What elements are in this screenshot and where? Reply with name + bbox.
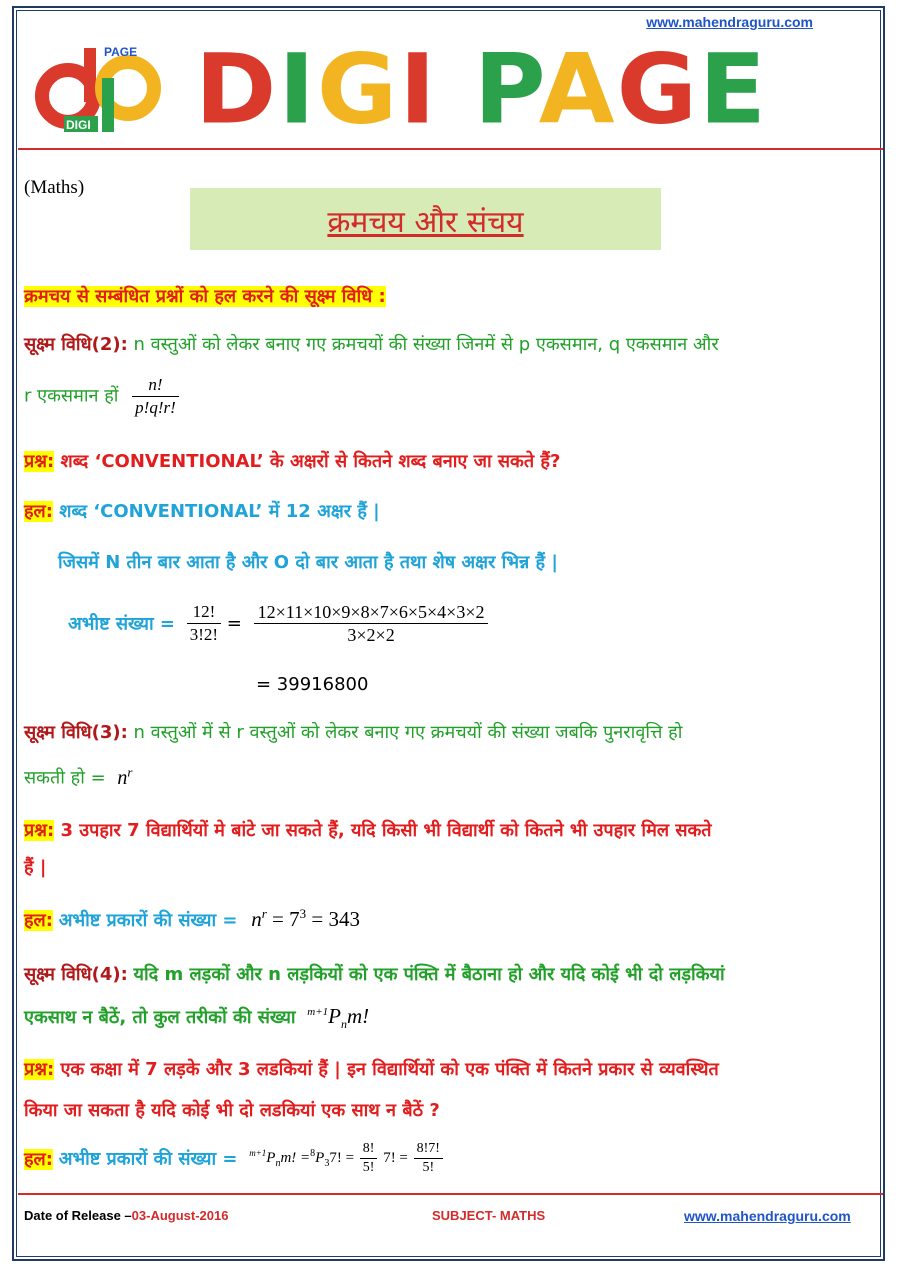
digi-page-banner [195,34,768,146]
rule2-line2 [24,374,179,419]
banner-letter: G [316,34,400,146]
s3-sub: n [275,1158,281,1169]
s3-P: P [266,1150,276,1166]
release-date-label: Date of Release – [24,1208,132,1223]
header-website-link[interactable]: www.mahendraguru.com [646,14,813,30]
digi-page-logo [30,42,170,134]
banner-letter: I [399,34,438,146]
intro-text: क्रमचय से सम्बंधित प्रश्नों को हल करने की सूक्ष्म विधि : [24,286,386,307]
rule4-sub: n [340,1017,347,1032]
footer-divider [18,1193,883,1195]
rule4-line1 [24,962,725,986]
solution1-label: हल: [24,501,53,522]
rule4-prefix: m+1 [307,1006,329,1018]
s3-sub3: 3 [324,1158,330,1169]
question1-label: प्रश्न: [24,451,55,472]
s3-f7: 7! = [329,1150,355,1166]
question2-text1: 3 उपहार 7 विद्यार्थियों मे बांटे जा सकते हैं, यदि किसी भी विद्यार्थी को कितने भी उपहार मिल सकते [60,820,712,841]
fraction2-numerator: 12×11×10×9×8×7×6×5×4×3×2 [254,601,489,624]
solution2-tail: = 343 [306,907,360,931]
question2-line2: हैं | [24,857,47,878]
solution2 [24,906,360,932]
banner-letter [438,34,474,146]
solution1-line2 [58,550,558,574]
question3-text1: एक कक्षा में 7 लड़के और 3 लडकियां हैं | इन विद्यार्थियों को एक पंक्ति में कितने प्रकार से व्यवस्थित [60,1059,719,1080]
solution1-line1 [24,499,380,523]
rule3-text2: सकती हो = [24,767,106,789]
solution1-formula [68,601,488,646]
solution1-result: = 39916800 [256,674,369,695]
rule3-line2 [24,764,132,790]
rule2-label: सूक्ष्म विधि(2): [24,334,128,355]
question3-line2: किया जा सकता है यदि कोई भी दो लडकियां एक साथ न बैठें ? [24,1100,440,1121]
rule2-formula-numerator: n! [132,374,179,397]
s3-fb-num: 8!7! [414,1140,443,1159]
solution2-text: अभीष्ट प्रकारों की संख्या = [58,910,238,931]
banner-letter: E [699,34,768,146]
footer-subject: SUBJECT- MATHS [432,1208,546,1223]
rule4-formula [307,1004,370,1032]
solution3-fraction-a [360,1140,378,1177]
required-count-label: अभीष्ट संख्या = [68,613,175,635]
rule2-line1 [24,332,719,356]
fraction-12-factorial [187,601,221,646]
fraction2-denominator: 3×2×2 [347,625,395,645]
question1-text: शब्द ‘CONVENTIONAL’ के अक्षरों से कितने शब्द बनाए जा सकते हैं? [60,451,561,472]
s3-fb-den: 5! [422,1160,435,1175]
banner-letter: D [195,34,279,146]
logo-page-text: PAGE [104,45,138,59]
s3-fa-num: 8! [360,1140,378,1159]
rule3-text: n वस्तुओं में से r वस्तुओं को लेकर बनाए गए क्रमचयों की संख्या जबकि पुनरावृत्ति हो [133,722,683,743]
rule3-exponent: r [127,764,133,779]
solution3-text: अभीष्ट प्रकारों की संख्या = [58,1148,238,1170]
rule3-formula [117,764,133,789]
intro-heading [24,284,386,308]
rule4-label: सूक्ष्म विधि(4): [24,964,128,985]
solution2-exp: 3 [299,906,307,921]
s3-P3: P [315,1150,325,1166]
banner-letter: A [538,34,617,146]
question3-label: प्रश्न: [24,1059,55,1080]
s3-prefix: m+1 [249,1148,267,1158]
subject-tag: (Maths) [24,177,85,198]
rule4-P: P [328,1004,341,1028]
s3-m: m! = [280,1150,311,1166]
solution3-fraction-b [414,1140,443,1177]
release-date-value: 03-August-2016 [131,1208,229,1223]
page-title: क्रमचय और संचय [327,205,524,240]
equals-sign: = [226,613,242,634]
solution1-text2: जिसमें N तीन बार आता है और O दो बार आता है तथा शेष अक्षर भिन्न हैं | [58,552,558,573]
rule3-label: सूक्ष्म विधि(3): [24,722,128,743]
solution3 [24,1140,443,1177]
rule3-line1 [24,720,682,744]
rule2-formula [132,374,179,419]
title-box [190,188,661,250]
rule4-text: यदि m लड़कों और n लड़कियों को एक पंक्ति में बैठाना हो और यदि कोई भी दो लड़कियां [133,964,725,985]
banner-letter: I [278,34,317,146]
fraction1-denominator: 3!2! [189,625,219,644]
solution3-formula [249,1148,355,1169]
logo-digi-text: DIGI [66,118,91,132]
s3-mid: 7! = [383,1150,408,1166]
rule4-text2: एकसाथ न बैठें, तो कुल तरीकों की संख्या [24,1007,296,1028]
rule2-text: n वस्तुओं को लेकर बनाए गए क्रमचयों की संख्या जिनमें से p एकसमान, q एकसमान और [133,334,719,355]
footer-website-link[interactable]: www.mahendraguru.com [684,1208,851,1224]
fraction1-numerator: 12! [187,601,221,624]
rule2-formula-denominator: p!q!r! [135,398,176,417]
solution3-label: हल: [24,1148,53,1170]
solution2-formula [251,907,360,931]
s3-pre8: 8 [310,1148,316,1159]
solution2-r: r [261,906,267,921]
rule3-base: n [117,766,128,789]
question1 [24,449,560,473]
rule2-text2: r एकसमान हों [24,385,119,407]
solution2-label: हल: [24,910,53,931]
header-divider [18,148,883,150]
banner-letter: P [473,34,539,146]
solution2-mid: = 7 [266,907,300,931]
solution1-text1: शब्द ‘CONVENTIONAL’ में 12 अक्षर हैं | [59,501,380,522]
s3-fa-den: 5! [362,1160,375,1175]
solution2-n: n [251,907,262,931]
question2-label: प्रश्न: [24,820,55,841]
rule4-line2 [24,1004,369,1032]
banner-letter: G [616,34,700,146]
fraction-expanded [254,601,489,646]
rule4-m: m! [346,1004,370,1028]
release-date [24,1208,228,1223]
question2-line1 [24,818,712,842]
question3-line1 [24,1057,719,1081]
